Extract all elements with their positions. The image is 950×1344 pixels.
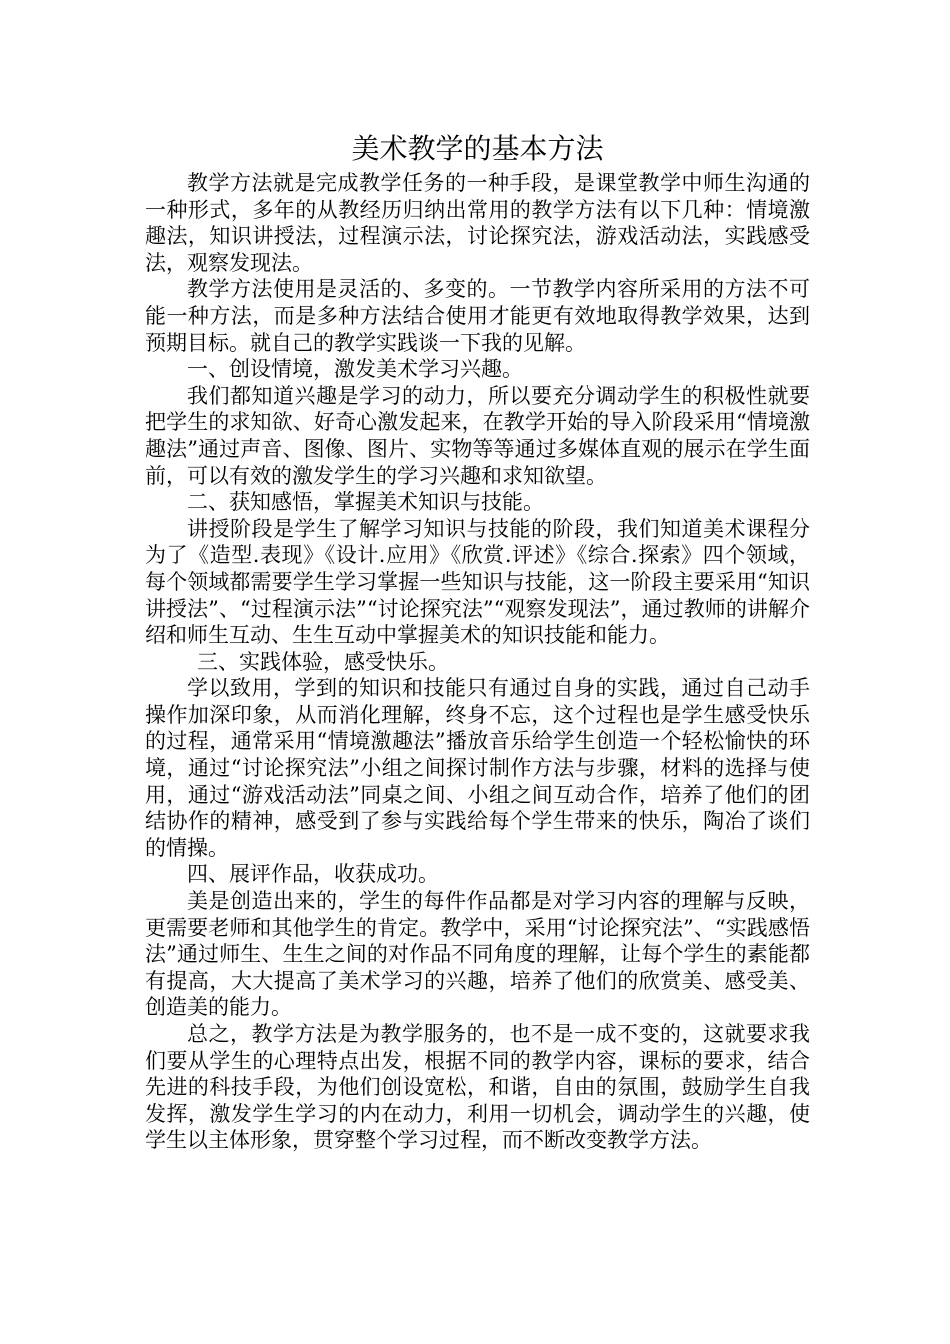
paragraph-section-1: 我们都知道兴趣是学习的动力，所以要充分调动学生的积极性就要把学生的求知欲、好奇心激发起来，在教学开始的导入阶段采用“情境激趣法”通过声音、图像、图片、实物等等通过多媒体直观的展示在学生面前，可以有效的激发学生的学习兴趣和求知欲望。 — [145, 383, 810, 488]
section-heading-3: 三、实践体验，感受快乐。 — [197, 649, 449, 674]
section-heading-1: 一、创设情境，激发美术学习兴趣。 — [187, 357, 523, 382]
paragraph-methods-usage: 教学方法使用是灵活的、多变的。一节教学内容所采用的方法不可能一种方法，而是多种方法结合使用才能更有效地取得教学效果，达到预期目标。就自己的教学实践谈一下我的见解。 — [145, 277, 810, 355]
paragraph-section-3: 学以致用，学到的知识和技能只有通过自身的实践，通过自己动手操作加深印象，从而消化理解，终身不忘，这个过程也是学生感受快乐的过程，通常采用“情境激趣法”播放音乐给学生创造一个轻松愉快的环境，通过“讨论探究法”小组之间探讨制作方法与步骤，材料的选择与使用，通过“游戏活动法”同桌之间、小组之间互动合作，培养了他们的团结协作的精神，感受到了参与实践给每个学生带来的快乐，陶冶了谈们的情操。 — [145, 676, 810, 860]
paragraph-intro: 教学方法就是完成教学任务的一种手段，是课堂教学中师生沟通的一种形式，多年的从教经历归纳出常用的教学方法有以下几种：情境激趣法，知识讲授法，过程演示法，讨论探究法，游戏活动法，实践感受法，观察发现法。 — [145, 171, 810, 275]
paragraph-section-2: 讲授阶段是学生了解学习知识与技能的阶段，我们知道美术课程分为了《造型.表现》《设计.应用》《欣赏.评述》《综合.探索》四个领域，每个领域都需要学生学习掌握一些知识与技能，这一阶段主要采用“知识讲授法”、“过程演示法”“讨论探究法”“观察发现法”，通过教师的讲解介绍和师生互动、生生互动中掌握美术的知识技能和能力。 — [145, 516, 810, 648]
paragraph-section-4: 美是创造出来的，学生的每件作品都是对学习内容的理解与反映，更需要老师和其他学生的肯定。教学中，采用“讨论探究法”、“实践感悟法”通过师生、生生之间的对作品不同角度的理解，让每个学生的素能都有提高，大大提高了美术学习的兴趣，培养了他们的欣赏美、感受美、创造美的能力。 — [145, 889, 810, 1020]
section-heading-2: 二、获知感悟，掌握美术知识与技能。 — [187, 490, 544, 515]
section-heading-4: 四、展评作品，收获成功。 — [187, 862, 439, 887]
document-page — [145, 132, 810, 1154]
paragraph-conclusion: 总之，教学方法是为教学服务的，也不是一成不变的，这就要求我们要从学生的心理特点出发，根据不同的教学内容，课标的要求，结合先进的科技手段，为他们创设宽松，和谐，自由的氛围，鼓励学生自我发挥，激发学生学习的内在动力，利用一切机会，调动学生的兴趣，使学生以主体形象，贯穿整个学习过程，而不断改变教学方法。 — [145, 1022, 810, 1153]
document-title: 美术教学的基本方法 — [351, 132, 604, 165]
